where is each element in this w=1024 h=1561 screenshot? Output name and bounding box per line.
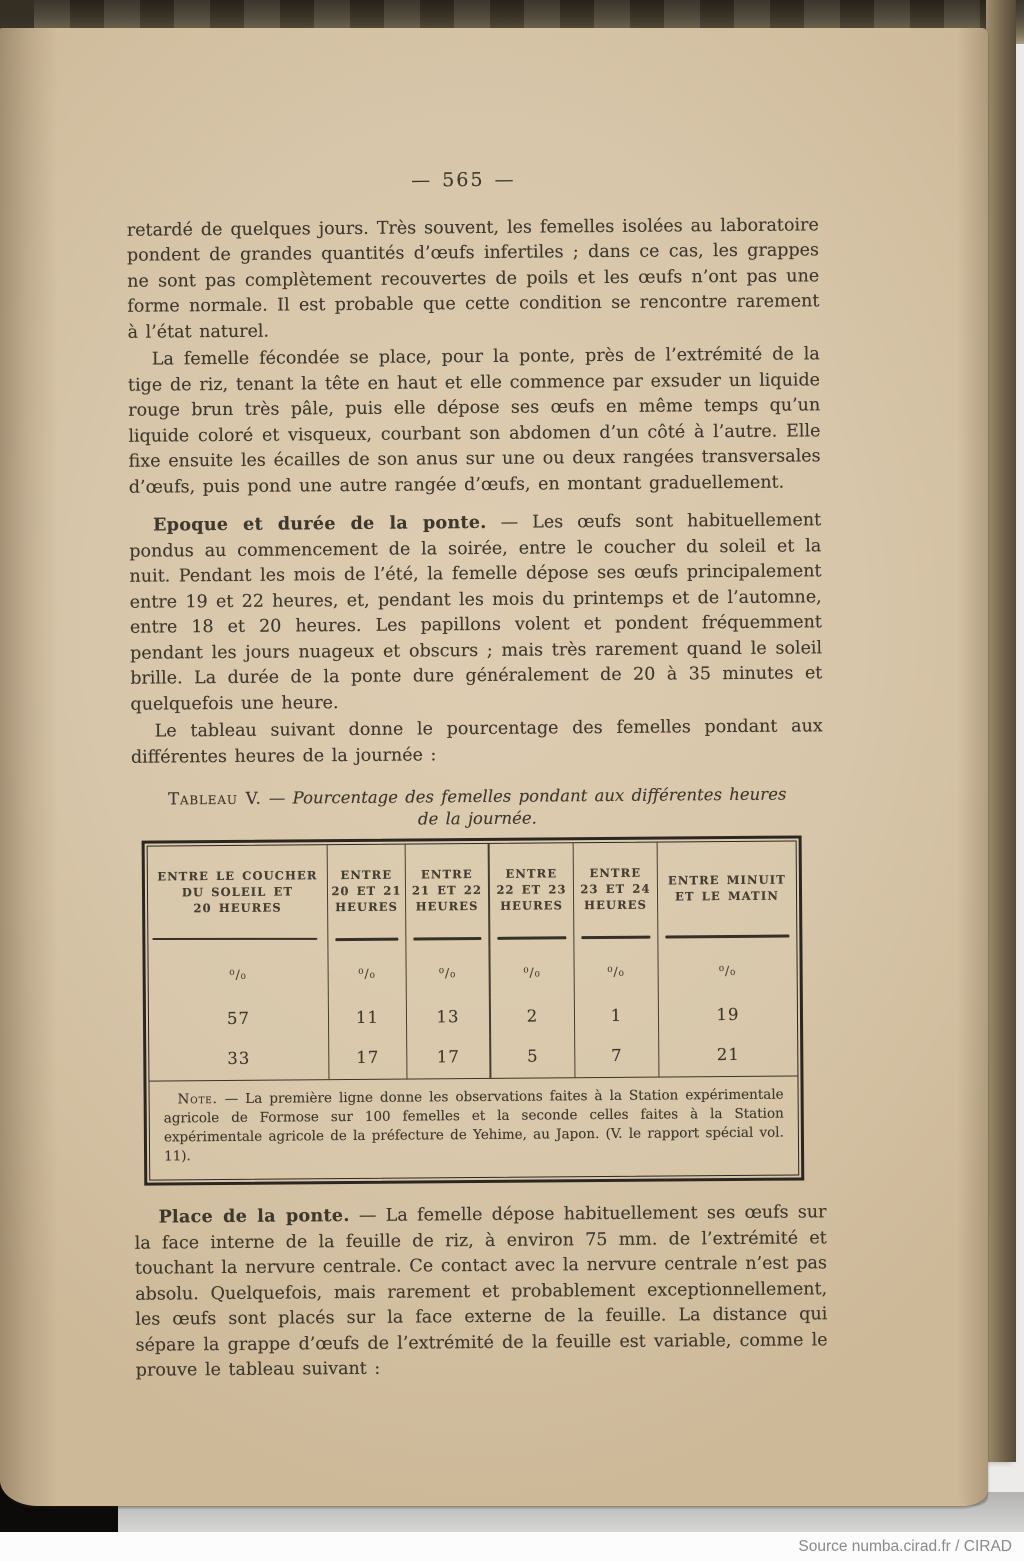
section-heading-epoque: Epoque et durée de la ponte. xyxy=(153,512,487,536)
header-underline xyxy=(413,937,481,941)
data-cell-yehime: 5 xyxy=(491,1035,575,1078)
header-underline xyxy=(152,938,317,940)
paragraph-table-intro: Le tableau suivant donne le pourcentage des femelles pondant aux différentes heures de la journée : xyxy=(130,716,823,768)
section-text-epoque: — Les œufs sont habituellement pondus au commencement de la soirée, entre le coucher du soleil et la nuit. Pendant les mois de l’été, la femelle dépose ses œufs principalement entre 19 et 22 heures, et, pendant les mois du printemps et de l’automne, entre 18 et 20 heures. Les papillons volent et pondent fréquemment pendant les jours nuageux et obscurs ; mais très rarement quand le soleil brille. La durée de la ponte dure généralement de 20 à 35 minutes et quelquefois une heure. xyxy=(129,510,823,715)
data-cell-formose: 2 xyxy=(491,997,575,1036)
table-v-grid xyxy=(148,841,798,1080)
paragraph-place-ponte xyxy=(134,1200,827,1384)
data-cell-formose: 19 xyxy=(716,1005,740,1025)
header-underline xyxy=(665,935,789,939)
section-text-place: — La femelle dépose habituellement ses œufs sur la face interne de la feuille de riz, à environ 75 mm. de l’extrémité et touchant la nervure centrale. Ce contact avec la nervure centrale n’est pas absolu. Quelquefois, mais rarement et probablement exceptionnellement, les œufs sont placés sur la face externe de la feuille. La distance qui sépare la grappe d’œufs de l’extrémité de la feuille est variable, comme le prouve le tableau suivant : xyxy=(134,1202,828,1381)
percent-cell: ⁰/₀ xyxy=(718,963,737,979)
scan-footer-bar xyxy=(0,1532,1024,1561)
header-cell: ENTRE LE COUCHER DU SOLEIL ET 20 HEURES xyxy=(148,845,329,950)
percent-cell: ⁰/₀ xyxy=(574,947,658,998)
section-heading-place: Place de la ponte. xyxy=(158,1206,350,1228)
paragraph-continuation: retardé de quelques jours. Très souvent, les femelles isolées au laboratoire pondent de grandes quantités d’œufs infertiles ; dans ce cas, les grappes ne sont pas complètement recouvertes de poils et les œufs n’ont pas une forme normale. Il est probable que cette condition se rencontre rarement à l’état naturel. xyxy=(126,214,820,343)
data-cell-formose: 11 xyxy=(329,999,407,1038)
header-cell: ENTRE 20 ET 21 HEURES xyxy=(328,845,407,950)
data-cell-yehime: 17 xyxy=(329,1037,407,1080)
header-cell: ENTRE 23 ET 24 HEURES xyxy=(574,843,659,948)
header-underline xyxy=(335,938,398,941)
header-cell: ENTRE 21 ET 22 HEURES xyxy=(406,844,491,949)
data-cell-yehime: 17 xyxy=(407,1036,491,1079)
table-caption-title: Pourcentage des femelles pondant aux différentes heures de la journée. xyxy=(292,784,787,829)
data-cell-formose: 1 xyxy=(575,997,659,1036)
page-content xyxy=(125,25,828,1384)
paragraph-epoque-duree xyxy=(129,508,823,717)
percent-cell: ⁰/₀ xyxy=(148,949,328,1000)
book-page xyxy=(0,28,988,1506)
table-note-text: — La première ligne donne les observations faites à la Station expérimentale agricole de Formose sur 100 femelles et la seconde celles faites à la Station expérimentale agricole de la préfecture de Yehime, au Japon. (V. le rapport spécial vol. 11). xyxy=(163,1086,784,1165)
table-caption-label: Tableau V. xyxy=(168,788,262,809)
table-note xyxy=(149,1075,798,1179)
header-cell: ENTRE MINUIT ET LE MATIN xyxy=(658,841,797,946)
header-underline xyxy=(497,936,566,940)
header-underline xyxy=(581,936,650,940)
data-cell-formose: 13 xyxy=(407,998,491,1037)
paragraph-ponte-description: La femelle fécondée se place, pour la ponte, près de l’extrémité de la tige de riz, tenant la tête en haut et elle commence par exsuder un liquide rouge brun très pâle, puis elle dépose ses œufs en même temps qu’un liquide coloré et visqueux, courbant son abdomen d’un côté à l’autre. Elle fixe ensuite les écailles de son anus sur une ou deux rangées transversales d’œufs, puis pond une autre rangée d’œufs, en montant graduellement. xyxy=(127,344,821,498)
percent-cell: ⁰/₀ xyxy=(406,948,490,999)
table-v-inner-border xyxy=(147,840,800,1180)
book-right-page-stack xyxy=(986,0,1016,1462)
percent-cell: ⁰/₀ xyxy=(490,947,574,998)
data-cell-yehime: 21 xyxy=(716,1045,740,1065)
table-note-label: Note. xyxy=(177,1091,218,1108)
table-caption-dash: — xyxy=(261,788,293,808)
source-attribution: Source numba.cirad.fr / CIRAD xyxy=(798,1538,1012,1555)
percent-cell: ⁰/₀ xyxy=(328,949,406,1000)
page-number: — 565 — xyxy=(411,168,516,192)
data-cell-yehime: 7 xyxy=(575,1035,659,1078)
table-v xyxy=(142,835,805,1185)
table-caption xyxy=(167,784,787,833)
data-cell-formose: 57 xyxy=(149,999,329,1038)
data-cell-yehime: 33 xyxy=(149,1037,329,1080)
header-cell: ENTRE 22 ET 23 HEURES xyxy=(490,843,575,948)
